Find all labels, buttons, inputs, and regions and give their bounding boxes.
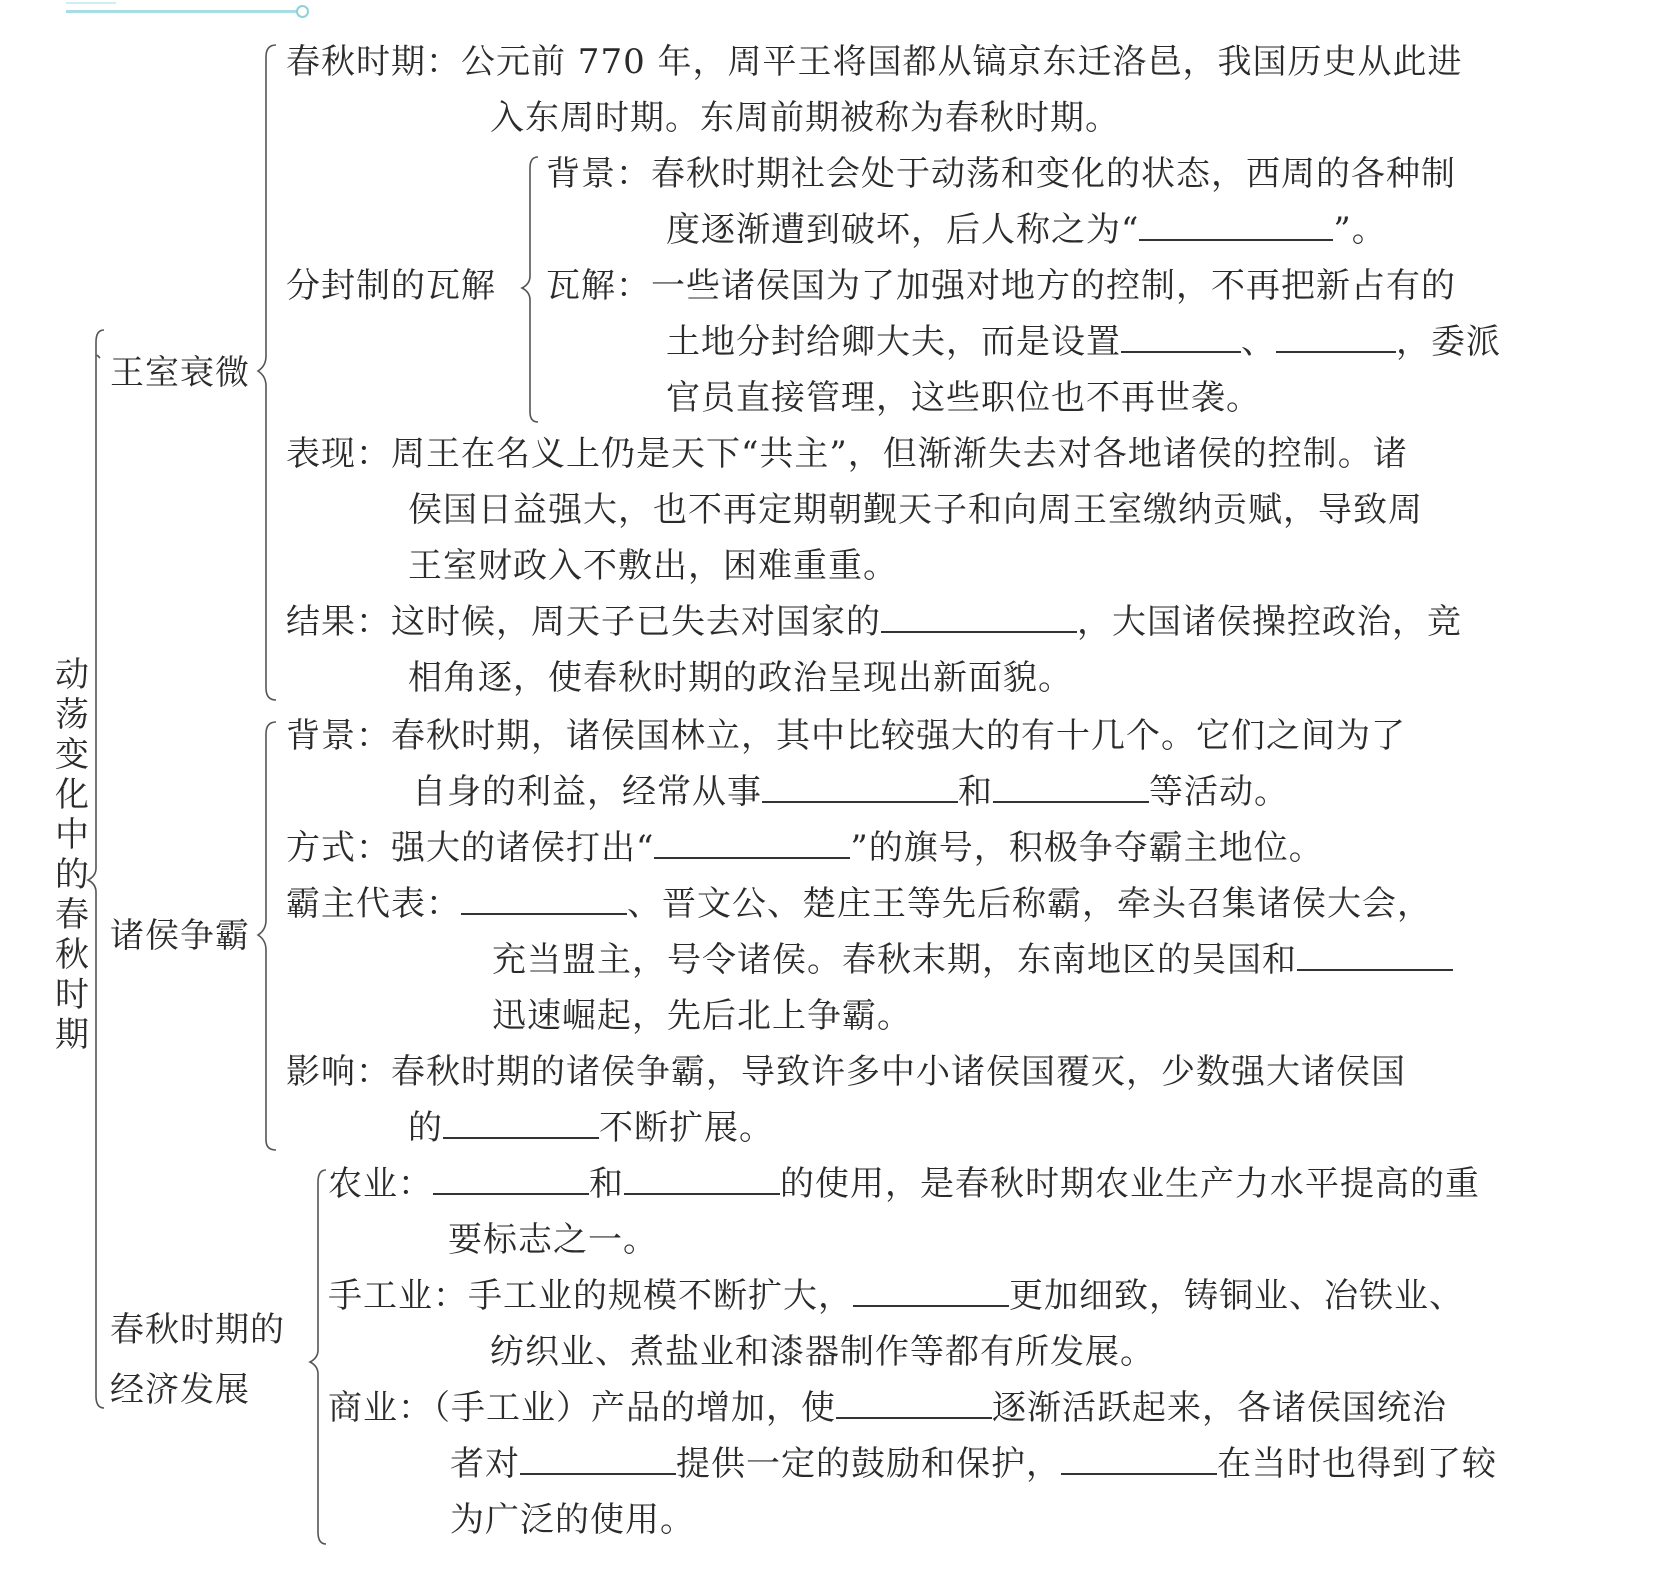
fengjian-background-line-2: 度逐渐遭到破坏，后人称之为“ ”。 (666, 210, 1387, 250)
economy-brace (310, 1170, 326, 1544)
header-decoration-dot (296, 5, 309, 18)
answer-blank[interactable] (853, 1275, 1009, 1307)
performance-line-3: 王室财政入不敷出，困难重重。 (408, 546, 898, 586)
main-title: 动荡变化中的春秋时期 (55, 655, 89, 1055)
answer-blank[interactable] (993, 771, 1149, 803)
hegemony-rep-line-1: 霸主代表： 、晋文公、楚庄王等先后称霸，牵头召集诸侯大会， (286, 884, 1432, 924)
hegemony-effect-line-2: 的 不断扩展。 (408, 1108, 774, 1148)
economy-commerce-line-2: 者对 提供一定的鼓励和保护， 在当时也得到了较 (450, 1444, 1497, 1484)
answer-blank[interactable] (762, 771, 958, 803)
fengjian-background-line-1: 背景：春秋时期社会处于动荡和变化的状态，西周的各种制 (546, 154, 1456, 194)
economy-agriculture-line-2: 要标志之一。 (448, 1220, 658, 1260)
category-economy: 春秋时期的经济发展 (110, 1310, 285, 1410)
period-line-2: 入东周时期。东周前期被称为春秋时期。 (490, 98, 1120, 138)
fengjian-collapse-line-1: 瓦解：一些诸侯国为了加强对地方的控制，不再把新占有的 (546, 266, 1456, 306)
answer-blank[interactable] (461, 883, 627, 915)
answer-blank[interactable] (1276, 321, 1396, 353)
result-line-2: 相角逐，使春秋时期的政治呈现出新面貌。 (408, 658, 1073, 698)
hegemony-brace (258, 722, 276, 1150)
fengjian-collapse-line-2: 土地分封给卿大夫，而是设置 、 ，委派 (666, 322, 1501, 362)
period-line-1: 春秋时期：公元前 770 年，周平王将国都从镐京东迁洛邑，我国历史从此进 (286, 42, 1463, 82)
category-royal-decline: 王室衰微 (110, 353, 250, 393)
economy-agriculture-line-1: 农业： 和 的使用，是春秋时期农业生产力水平提高的重 (328, 1164, 1480, 1204)
hegemony-rep-line-3: 迅速崛起，先后北上争霸。 (492, 996, 912, 1036)
hegemony-way: 方式：强大的诸侯打出“ ”的旗号，积极争夺霸主地位。 (286, 828, 1324, 868)
hegemony-background-line-1: 背景：春秋时期，诸侯国林立，其中比较强大的有十几个。它们之间为了 (286, 716, 1406, 756)
economy-handicraft-line-2: 纺织业、煮盐业和漆器制作等都有所发展。 (490, 1332, 1155, 1372)
performance-line-2: 侯国日益强大，也不再定期朝觐天子和向周王室缴纳贡赋，导致周 (408, 490, 1423, 530)
answer-blank[interactable] (881, 601, 1077, 633)
answer-blank[interactable] (520, 1443, 676, 1475)
fengjian-collapse-line-3: 官员直接管理，这些职位也不再世袭。 (666, 378, 1261, 418)
royal-brace-main (258, 45, 276, 700)
header-decoration-line-thin (66, 2, 116, 4)
answer-blank[interactable] (443, 1107, 599, 1139)
performance-line-1: 表现：周王在名义上仍是天下“共主”，但渐渐失去对各地诸侯的控制。诸 (286, 434, 1408, 474)
answer-blank[interactable] (624, 1163, 780, 1195)
result-line-1: 结果：这时候，周天子已失去对国家的 ，大国诸侯操控政治，竞 (286, 602, 1462, 642)
economy-handicraft-line-1: 手工业：手工业的规模不断扩大， 更加细致，铸铜业、冶铁业、 (328, 1276, 1464, 1316)
answer-blank[interactable] (1121, 321, 1241, 353)
answer-blank[interactable] (836, 1387, 992, 1419)
answer-blank[interactable] (654, 827, 850, 859)
answer-blank[interactable] (433, 1163, 589, 1195)
answer-blank[interactable] (1139, 209, 1333, 241)
answer-blank[interactable] (1061, 1443, 1217, 1475)
royal-brace (97, 355, 100, 358)
economy-commerce-line-3: 为广泛的使用。 (450, 1500, 695, 1540)
fengjian-brace (522, 157, 538, 422)
hegemony-background-line-2: 自身的利益，经常从事 和 等活动。 (412, 772, 1289, 812)
answer-blank[interactable] (1297, 939, 1453, 971)
header-decoration-line (66, 10, 300, 13)
hegemony-effect-line-1: 影响：春秋时期的诸侯争霸，导致许多中小诸侯国覆灭，少数强大诸侯国 (286, 1052, 1406, 1092)
hegemony-rep-line-2: 充当盟主，号令诸侯。春秋末期，东南地区的吴国和 (492, 932, 1453, 988)
category-hegemony: 诸侯争霸 (110, 916, 250, 956)
economy-commerce-line-1: 商业：（手工业）产品的增加，使 逐渐活跃起来，各诸侯国统治 (328, 1388, 1447, 1428)
fengjian-label: 分封制的瓦解 (286, 266, 496, 306)
